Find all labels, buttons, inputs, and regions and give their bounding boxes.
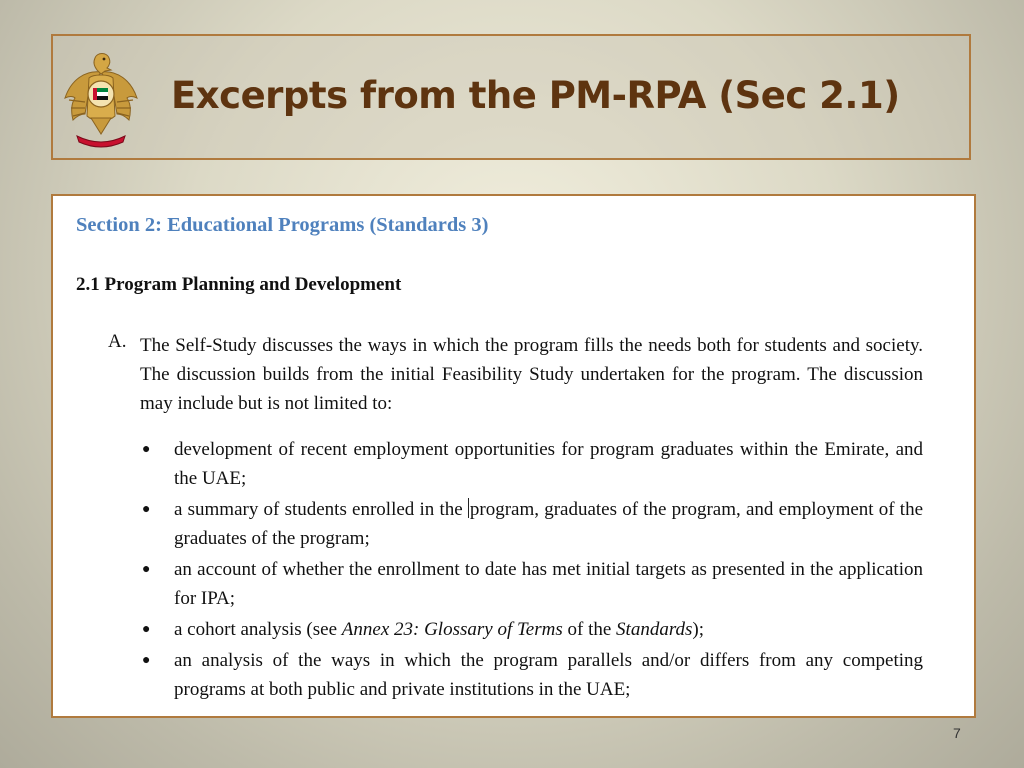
subsection-heading: 2.1 Program Planning and Development — [76, 274, 402, 295]
bullet-icon: ● — [142, 442, 151, 457]
list-item — [138, 555, 923, 613]
bullet-text-suffix: ); — [692, 619, 705, 640]
bullet-icon: ● — [142, 502, 151, 517]
requirements-list — [138, 435, 923, 706]
list-item — [138, 646, 923, 704]
list-item — [138, 435, 923, 493]
annex-reference: Annex 23: Glossary of Terms — [341, 619, 563, 640]
standards-reference: Standards — [616, 619, 693, 640]
list-item — [138, 615, 923, 644]
list-item — [138, 495, 923, 553]
bullet-icon: ● — [142, 622, 151, 637]
bullet-text-end: program, graduates of the program, and employment of the graduates of the program; — [174, 499, 923, 549]
text-cursor — [468, 498, 469, 518]
bullet-text: development of recent employment opportunities for program graduates within the Emirate, and the UAE; — [174, 439, 923, 489]
bullet-text: an analysis of the ways in which the program parallels and/or differs from any competing programs at both public and private institutions in the UAE; — [174, 650, 923, 700]
uae-emblem-icon — [63, 50, 139, 150]
document-excerpt-frame — [51, 194, 976, 718]
page-number: 7 — [953, 725, 961, 741]
list-item-marker: A. — [108, 331, 127, 352]
bullet-icon: ● — [142, 653, 151, 668]
bullet-text-mid: of the — [562, 619, 617, 640]
section-heading: Section 2: Educational Programs (Standards 3) — [76, 214, 489, 236]
slide-title: Excerpts from the PM-RPA (Sec 2.1) — [171, 74, 900, 117]
document-page — [53, 196, 974, 716]
title-frame — [51, 34, 971, 160]
bullet-text: an account of whether the enrollment to date has met initial targets as presented in the application for IPA; — [174, 559, 923, 609]
item-a-paragraph: The Self-Study discusses the ways in which the program fills the needs both for students and society. The discussion builds from the initial Feasibility Study undertaken for the program. The discussion may include but is not limited to: — [140, 335, 923, 414]
bullet-icon: ● — [142, 562, 151, 577]
bullet-text-prefix: a cohort analysis (see — [174, 619, 342, 640]
bullet-text-start: a summary of students enrolled in the — [174, 499, 468, 520]
